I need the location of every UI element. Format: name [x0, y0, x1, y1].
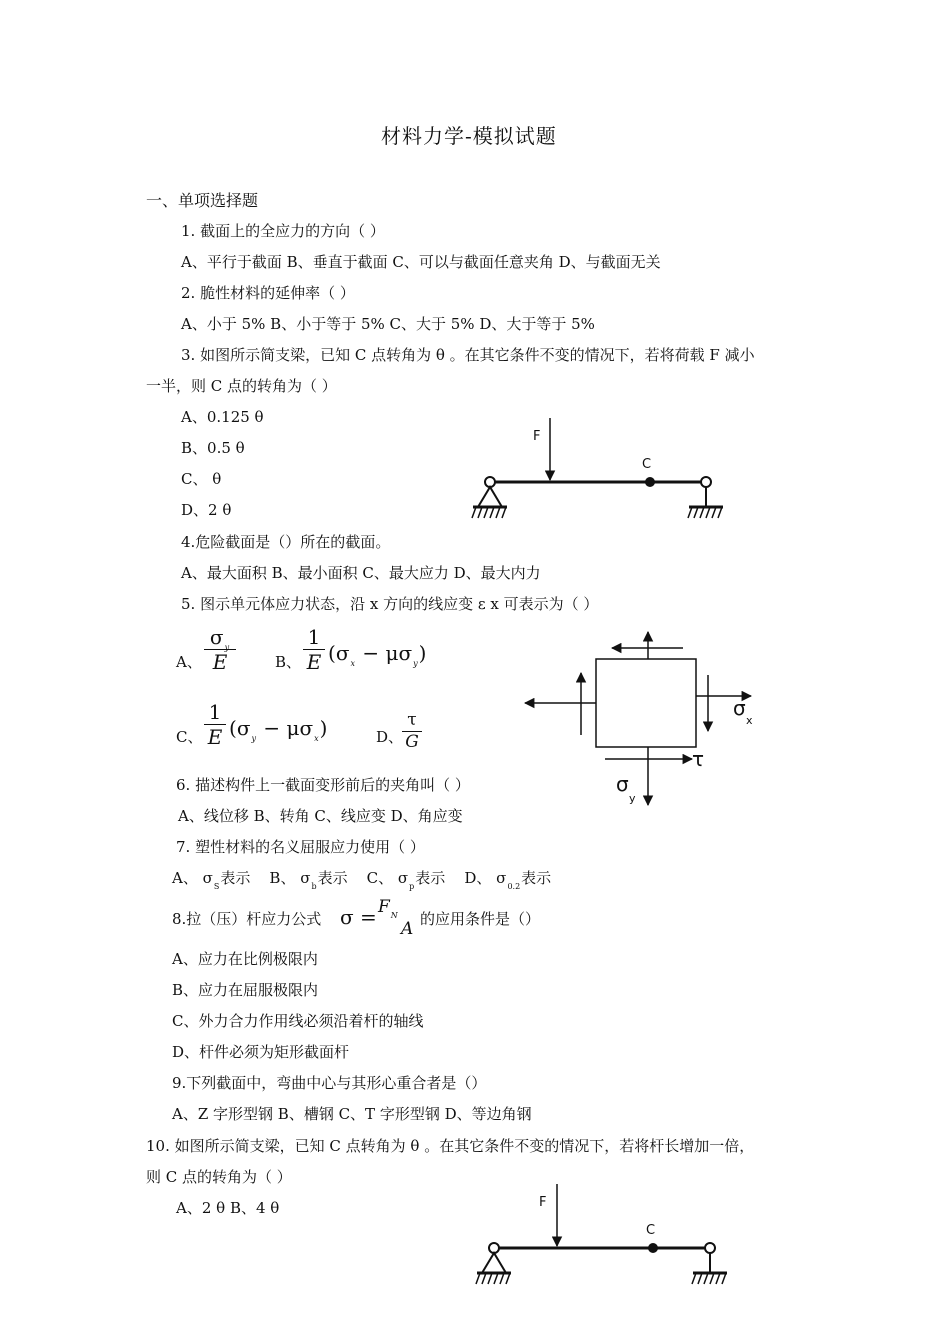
q10-label-C: C — [646, 1223, 656, 1238]
q3-label-F: F — [533, 429, 541, 444]
section-heading: 一、单项选择题 — [146, 191, 259, 210]
q5-option-c-label: C、 — [176, 728, 203, 746]
label-tau: τ — [692, 747, 705, 771]
q5-option-b-label: B、 — [275, 653, 302, 671]
q10-options: A、2 θ B、4 θ — [176, 1199, 280, 1217]
q1-text: 1. 截面上的全应力的方向（ ） — [181, 222, 385, 240]
q8-formula-lhs: σ = — [340, 905, 377, 929]
q8-prefix: 8.拉（压）杆应力公式 — [172, 910, 322, 928]
q10-line1: 10. 如图所示简支梁，已知 C 点转角为 θ 。在其它条件不变的情况下，若将杆长增加一倍， — [146, 1137, 755, 1155]
q3-beam-figure — [460, 410, 730, 528]
label-sigma-y-sub: y — [629, 792, 636, 805]
q10-line2: 则 C 点的转角为（ ） — [146, 1168, 292, 1186]
label-sigma-x: σ — [733, 696, 746, 720]
q5-option-a-formula: $\sigma_y$ E — [204, 627, 236, 672]
page-title: 材料力学-模拟试题 — [381, 124, 557, 148]
q3-option-a: A、0.125 θ — [181, 408, 264, 426]
q10-label-F: F — [539, 1195, 547, 1210]
q10-point-C — [648, 1243, 658, 1253]
q3-point-C — [645, 477, 655, 487]
q6-text: 6. 描述构件上一截面变形前后的夹角叫（ ） — [176, 776, 470, 794]
q7-text: 7. 塑性材料的名义屈服应力使用（ ） — [176, 838, 425, 856]
q1-options: A、平行于截面 B、垂直于截面 C、可以与截面任意夹角 D、与截面无关 — [181, 253, 661, 271]
q2-options: A、小于 5% B、小于等于 5% C、大于 5% D、大于等于 5% — [181, 315, 595, 333]
q8-option-a: A、应力在比例极限内 — [172, 950, 318, 968]
q4-text: 4.危险截面是（）所在的截面。 — [181, 533, 391, 551]
q8-formula-F: $F_N$ — [378, 897, 398, 920]
q9-options: A、Z 字形型钢 B、槽钢 C、T 字形型钢 D、等边角钢 — [172, 1105, 532, 1123]
q3-option-d: D、2 θ — [181, 501, 232, 519]
q5-option-d-formula: τ G — [402, 712, 422, 751]
q3-label-C: C — [642, 457, 652, 472]
q2-text: 2. 脆性材料的延伸率（ ） — [181, 284, 355, 302]
q5-option-c-paren: $(\sigma_y - \mu\sigma_x)$ — [229, 716, 328, 743]
q3-line2: 一半，则 C 点的转角为（ ） — [146, 377, 337, 395]
label-sigma-x-sub: x — [746, 714, 753, 727]
q6-options: A、线位移 B、转角 C、线应变 D、角应变 — [178, 807, 463, 825]
q3-line1: 3. 如图所示简支梁，已知 C 点转角为 θ 。在其它条件不变的情况下，若将荷载 F 减小 — [181, 346, 755, 364]
q8-formula-A: A — [401, 919, 414, 939]
q8-option-c: C、外力合力作用线必须沿着杆的轴线 — [172, 1012, 424, 1030]
q8-suffix: 的应用条件是（） — [420, 910, 541, 928]
q9-text: 9.下列截面中，弯曲中心与其形心重合者是（） — [172, 1074, 487, 1092]
q5-option-a-label: A、 — [176, 653, 202, 671]
label-sigma-y: σ — [616, 772, 629, 796]
q3-option-c: C、 θ — [181, 470, 222, 488]
q5-option-b-paren: $(\sigma_x - \mu\sigma_y)$ — [328, 641, 427, 668]
q5-option-c-fraction: 1 E — [204, 702, 226, 747]
stress-element — [596, 659, 696, 747]
q3-option-b: B、0.5 θ — [181, 439, 245, 457]
q5-stress-element-figure — [515, 625, 775, 810]
q5-text: 5. 图示单元体应力状态，沿 x 方向的线应变 ε x 可表示为（ ） — [181, 595, 599, 613]
q5-option-b-fraction: 1 E — [303, 627, 325, 672]
q4-options: A、最大面积 B、最小面积 C、最大应力 D、最大内力 — [181, 564, 541, 582]
q8-option-b: B、应力在屈服极限内 — [172, 981, 319, 999]
q7-options: A、 $\sigma_S$表示 B、 $\sigma_b$表示 C、 $\sigma_p$表示 D、 $\sigma_{0.2}$表示 — [172, 869, 552, 891]
q5-option-d-label: D、 — [376, 728, 404, 746]
q8-option-d: D、杆件必须为矩形截面杆 — [172, 1043, 350, 1061]
q10-beam-figure — [463, 1178, 733, 1296]
